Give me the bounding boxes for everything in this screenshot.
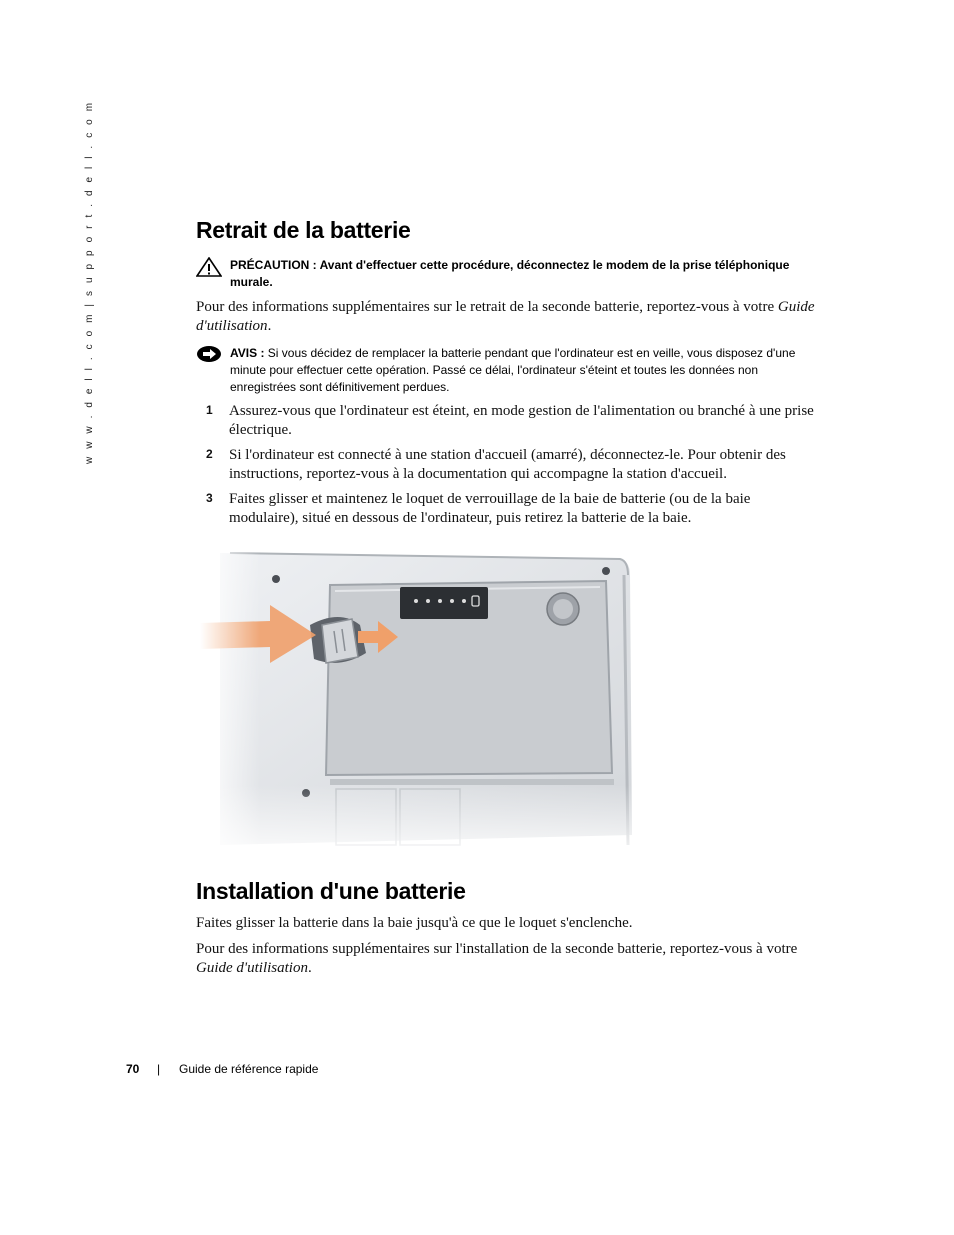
- step-3: [196, 490, 816, 528]
- step-text: Assurez-vous que l'ordinateur est éteint, en mode gestion de l'alimentation ou branché à une prise électrique.: [229, 403, 814, 438]
- step-number: 3: [206, 491, 213, 505]
- step-2: [196, 446, 816, 484]
- step-number: 2: [206, 447, 213, 461]
- footer-guide-title: Guide de référence rapide: [179, 1062, 319, 1076]
- notice-text: Si vous décidez de remplacer la batterie pendant que l'ordinateur est en veille, vous disposez d'une minute pour effectuer cette opération. Passé ce délai, l'ordinateur s'éteint et toutes les données non enregistrées sont définitivement perdues.: [230, 346, 796, 394]
- guide-reference-italic: Guide d'utilisation: [196, 299, 815, 334]
- step-text: Faites glisser et maintenez le loquet de verrouillage de la baie de batterie (ou de la baie modulaire), situé en dessous de l'ordinateur, puis retirez la batterie de la baie.: [229, 491, 751, 526]
- removal-paragraph: [196, 298, 816, 336]
- notice-label: AVIS :: [230, 346, 265, 360]
- notice-arrow-icon: [196, 345, 222, 370]
- caution-note: [196, 257, 816, 291]
- section-title-removal: Retrait de la batterie: [196, 217, 411, 243]
- battery-removal-illustration: [200, 545, 640, 865]
- caution-text: Avant d'effectuer cette procédure, déconnectez le modem de la prise téléphonique murale.: [230, 258, 790, 289]
- sidebar-url: w w w . d e l l . c o m | s u p p o r t . d e l l . c o m: [84, 100, 95, 464]
- removal-paragraph-end: .: [267, 318, 272, 334]
- caution-label: PRÉCAUTION :: [230, 258, 317, 272]
- guide-reference-italic: Guide d'utilisation: [196, 960, 308, 976]
- step-text: Si l'ordinateur est connecté à une station d'accueil (amarré), déconnectez-le. Pour obtenir des instructions, reportez-vous à la documentation qui accompagne la station d'accueil.: [229, 447, 786, 482]
- footer-separator: |: [157, 1062, 161, 1076]
- page-number: 70: [126, 1062, 140, 1076]
- install-paragraph-1: Faites glisser la batterie dans la baie jusqu'à ce que le loquet s'enclenche.: [196, 915, 633, 931]
- install-paragraph-2: [196, 940, 816, 978]
- step-1: [196, 402, 816, 440]
- section-title-installation: Installation d'une batterie: [196, 878, 466, 904]
- warning-triangle-icon: [196, 257, 222, 282]
- removal-paragraph-text: Pour des informations supplémentaires sur le retrait de la seconde batterie, reportez-vous à votre: [196, 299, 778, 315]
- install-paragraph-end: .: [307, 960, 312, 976]
- step-number: 1: [206, 403, 213, 417]
- notice-note: [196, 345, 816, 396]
- install-paragraph-text: Pour des informations supplémentaires sur l'installation de la seconde batterie, reportez-vous à votre: [196, 941, 798, 957]
